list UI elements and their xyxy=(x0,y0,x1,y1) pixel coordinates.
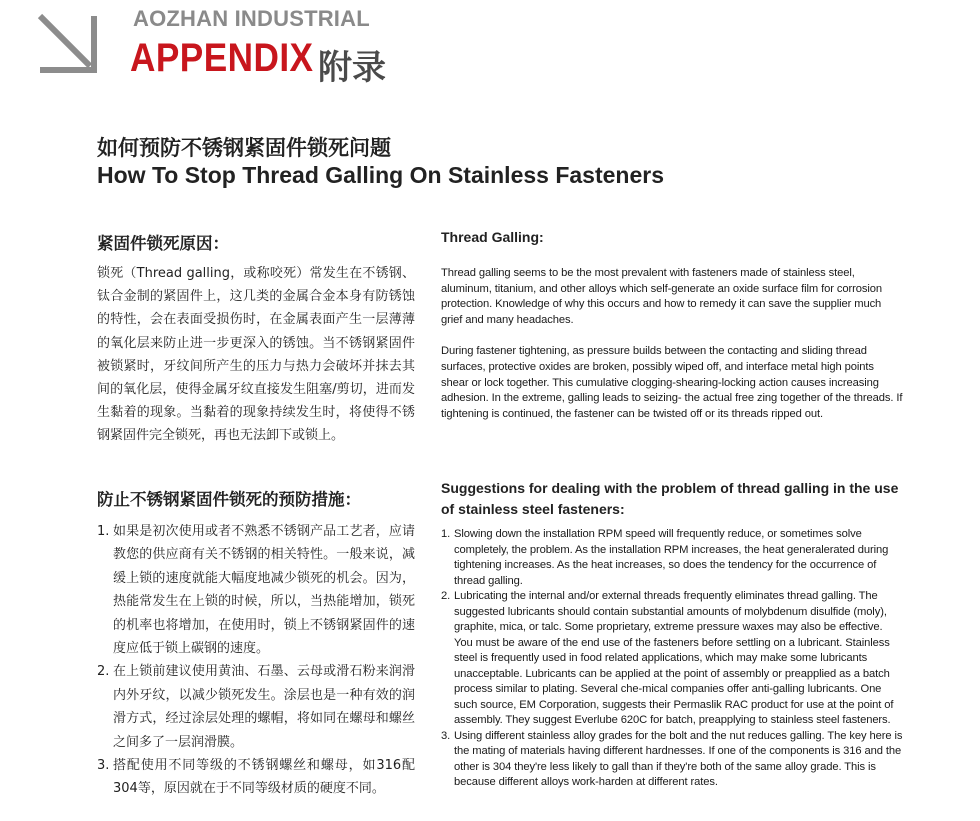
list-item-number: 3. xyxy=(97,758,110,774)
list-item xyxy=(97,660,415,754)
thread-galling-paragraph-2: During fastener tightening, as pressure builds between the contacting and sliding thread surfaces, protective oxides are broken, possibly wiped off, and interface metal high points shear or lock together. This cumulative clogging-shearing-locking action causes increasing adhesion. In the extreme, galling leads to seizing- the actual free zing together of the threads. If tightening is continued, the fastener can be twisted off or its threads ripped out. xyxy=(441,345,903,420)
thread-galling-paragraph-1: Thread galling seems to be the most prevalent with fasteners made of stainless steel, aluminum, titanium, and other alloys which self-generate an oxide surface film for corrosion protection. Knowledge of why this occurs and how to remedy it can save the supplier much grief and many headaches. xyxy=(441,267,882,326)
causes-heading-zh: 紧固件锁死原因： xyxy=(97,234,229,253)
thread-galling-heading: Thread Galling: xyxy=(441,229,544,245)
list-item xyxy=(441,527,903,589)
prevention-heading-zh: 防止不锈钢紧固件锁死的预防措施： xyxy=(97,490,361,509)
causes-body-zh: 锁死（Thread galling，或称咬死）常发生在不锈钢、钛合金制的紧固件上，这几类的金属合金本身有防锈蚀的特性，会在表面受损伤时，在金属表面产生一层薄薄的氧化层来防止进一步更深入的锈蚀。当不锈钢紧固件被锁紧时，牙纹间所产生的压力与热力会破坏并抹去其间的氧化层，使得金属牙纹直接发生阻塞/剪切，进而发生黏着的现象。当黏着的现象持续发生时，将使得不锈钢紧固件完全锁死，再也无法卸下或锁上。 xyxy=(97,266,415,444)
list-item-number: 1. xyxy=(441,528,451,540)
list-item-number: 2. xyxy=(441,590,451,602)
prevention-section-zh xyxy=(97,486,415,801)
brand-name: AOZHAN INDUSTRIAL xyxy=(133,6,370,31)
appendix-title-zh: 附录 xyxy=(318,48,386,88)
list-item-text: 搭配使用不同等级的不锈钢螺丝和螺母，如316配304等，原因就在于不同等级材质的硬度不同。 xyxy=(113,758,415,797)
appendix-title-en: APPENDIX xyxy=(130,36,314,80)
page-title-zh: 如何预防不锈钢紧固件锁死问题 xyxy=(97,136,391,160)
appendix-title xyxy=(130,36,386,88)
prevention-list-zh xyxy=(97,520,415,801)
list-item xyxy=(441,589,903,729)
list-item-number: 1. xyxy=(97,524,110,539)
list-item-text: Using different stainless alloy grades for the bolt and the nut reduces galling. The key here is the mating of materials having different hardnesses. If one of the components is 316 and the other is 304 they're less likely to gall than if they're both of the same alloy grade. This is because different alloys work-harden at different rates. xyxy=(454,729,903,788)
suggestions-list-en xyxy=(441,527,903,791)
list-item xyxy=(441,729,903,791)
list-item xyxy=(97,520,415,660)
suggestions-section-en xyxy=(441,478,903,791)
causes-section-zh xyxy=(97,230,415,448)
list-item-text: 在上锁前建议使用黄油、石墨、云母或滑石粉来润滑内外牙纹，以减少锁死发生。涂层也是一种有效的润滑方式，经过涂层处理的螺帽，将如同在螺母和螺丝之间多了一层润滑膜。 xyxy=(113,664,415,750)
list-item-text: Slowing down the installation RPM speed will frequently reduce, or sometimes solve completely, the problem. As the installation RPM increases, the heat generalerated during tightening increases. As the heat increases, so does the tendency for the occurrence of thread galling. xyxy=(454,528,889,587)
page-title-en: How To Stop Thread Galling On Stainless Fasteners xyxy=(97,162,665,188)
list-item-number: 2. xyxy=(97,664,110,680)
list-item-text: Lubricating the internal and/or external threads frequently eliminates thread galling. The suggested lubricants should contain substantial amounts of molybdenum disulfide (moly), graphite, mica, or talc. Some proprietary, extreme pressure waxes may also be effective. You must be aware of the end use of the fasteners before settling on a lubricant. Stainless steel is frequently used in food related applications, which may make some lubricants unacceptable. Lubricants can be applied at the point of assembly or preapplied as a batch process similar to plating. Several che-mical companies offer anti-galling lubricants. One such source, EM Corporation, suggests their Permaslik RAC product for use at the point of assembly. They suggest Everlube 620C for batch, preapplying to stainless steel fasteners. xyxy=(454,590,894,726)
list-item xyxy=(97,754,415,801)
list-item-text: 如果是初次使用或者不熟悉不锈钢产品工艺者，应请教您的供应商有关不锈钢的相关特性。一般来说，减缓上锁的速度就能大幅度地减少锁死的机会。因为，热能常发生在上锁的时候，所以，当热能增加，锁死的机率也将增加，在使用时，锁上不锈钢紧固件的速度应低于锁上碳钢的速度。 xyxy=(113,524,415,657)
list-item-number: 3. xyxy=(441,729,451,742)
thread-galling-section-en xyxy=(441,227,903,422)
arrow-down-right-icon xyxy=(36,12,100,76)
suggestions-heading: Suggestions for dealing with the problem of thread galling in the use of stainless steel fasteners: xyxy=(441,480,899,517)
